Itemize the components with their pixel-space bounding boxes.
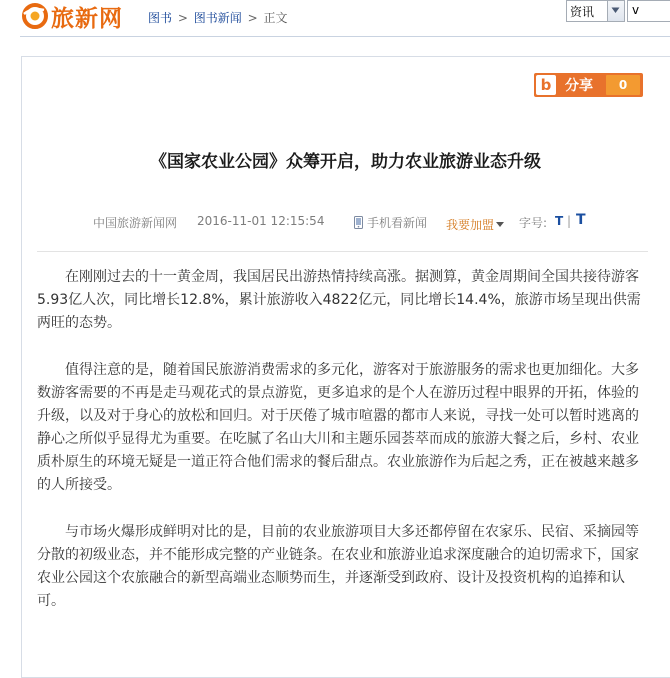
- font-small-button[interactable]: T: [555, 214, 564, 228]
- breadcrumb-book-news[interactable]: 图书新闻: [193, 11, 242, 25]
- dropdown-arrow-icon[interactable]: [607, 1, 624, 21]
- share-b-icon: b: [536, 75, 556, 95]
- article-body: [37, 266, 650, 637]
- breadcrumb-books[interactable]: 图书: [148, 11, 173, 25]
- search-category-select[interactable]: [566, 0, 625, 22]
- breadcrumb-current: 正文: [263, 11, 288, 25]
- article-timestamp: 2016-11-01 12:15:54: [197, 214, 325, 228]
- search-category-value: 资讯: [570, 5, 595, 19]
- article-paragraph: 与市场火爆形成鲜明对比的是，目前的农业旅游项目大多还都停留在农家乐、民宿、采摘园等分散的初级业态，并不能形成完整的产业链条。在农业和旅游业追求深度融合的迫切需求下，国家农业公园这个农旅融合的新型高端业态顺势而生，并逐渐受到政府、设计及投资机构的追捧和认可。: [37, 524, 639, 609]
- breadcrumb-separator: >: [177, 11, 188, 25]
- article-paragraph: 值得注意的是，随着国民旅游消费需求的多元化，游客对于旅游服务的需求也更加细化。大多数游客需要的不再是走马观花式的景点游览，更多追求的是个人在游历过程中眼界的开拓，体验的升级，以及对于身心的放松和回归。对于厌倦了城市喧嚣的都市人来说，寻找一处可以暂时逃离的静心之所似乎显得尤为重要。在吃腻了名山大川和主题乐园荟萃而成的旅游大餐之后，乡村、农业质朴原生的环境无疑是一道正符合他们需求的餐后甜点。农业旅游作为后起之秀，正在被越来越多的人所接受。: [37, 362, 639, 493]
- mobile-news-link[interactable]: [354, 214, 427, 231]
- breadcrumb-separator: >: [247, 11, 258, 25]
- meta-divider: [37, 251, 648, 252]
- join-dropdown[interactable]: [446, 216, 504, 233]
- share-label: 分享: [565, 78, 593, 94]
- phone-icon: [354, 216, 363, 229]
- top-bar: [0, 0, 670, 36]
- search-input[interactable]: [627, 0, 670, 22]
- join-label: 我要加盟: [446, 218, 495, 232]
- logo-text: 旅新网: [51, 5, 123, 32]
- breadcrumb: [148, 9, 287, 26]
- font-size-label: 字号:: [519, 216, 548, 230]
- article-paragraph: 在刚刚过去的十一黄金周，我国居民出游热情持续高涨。据测算，黄金周期间全国共接待游客5.93亿人次，同比增长12.8%，累计旅游收入4822亿元，同比增长14.4%，旅游市场呈现出供需两旺的态势。: [37, 269, 641, 331]
- mobile-news-label: 手机看新闻: [367, 216, 428, 230]
- search-input-value: v: [632, 3, 640, 17]
- logo-swirl-icon: [22, 3, 48, 29]
- share-count-badge: 0: [606, 75, 640, 95]
- chevron-down-icon: [496, 222, 504, 228]
- article-source: 中国旅游新闻网: [93, 216, 178, 230]
- article-title: 《国家农业公园》众筹开启，助力农业旅游业态升级: [150, 152, 541, 172]
- site-logo[interactable]: [22, 1, 123, 31]
- header-divider: [20, 36, 670, 37]
- share-button[interactable]: [534, 73, 643, 97]
- article-meta: [0, 214, 670, 232]
- font-size-separator: |: [567, 214, 572, 228]
- font-large-button[interactable]: T: [576, 212, 586, 228]
